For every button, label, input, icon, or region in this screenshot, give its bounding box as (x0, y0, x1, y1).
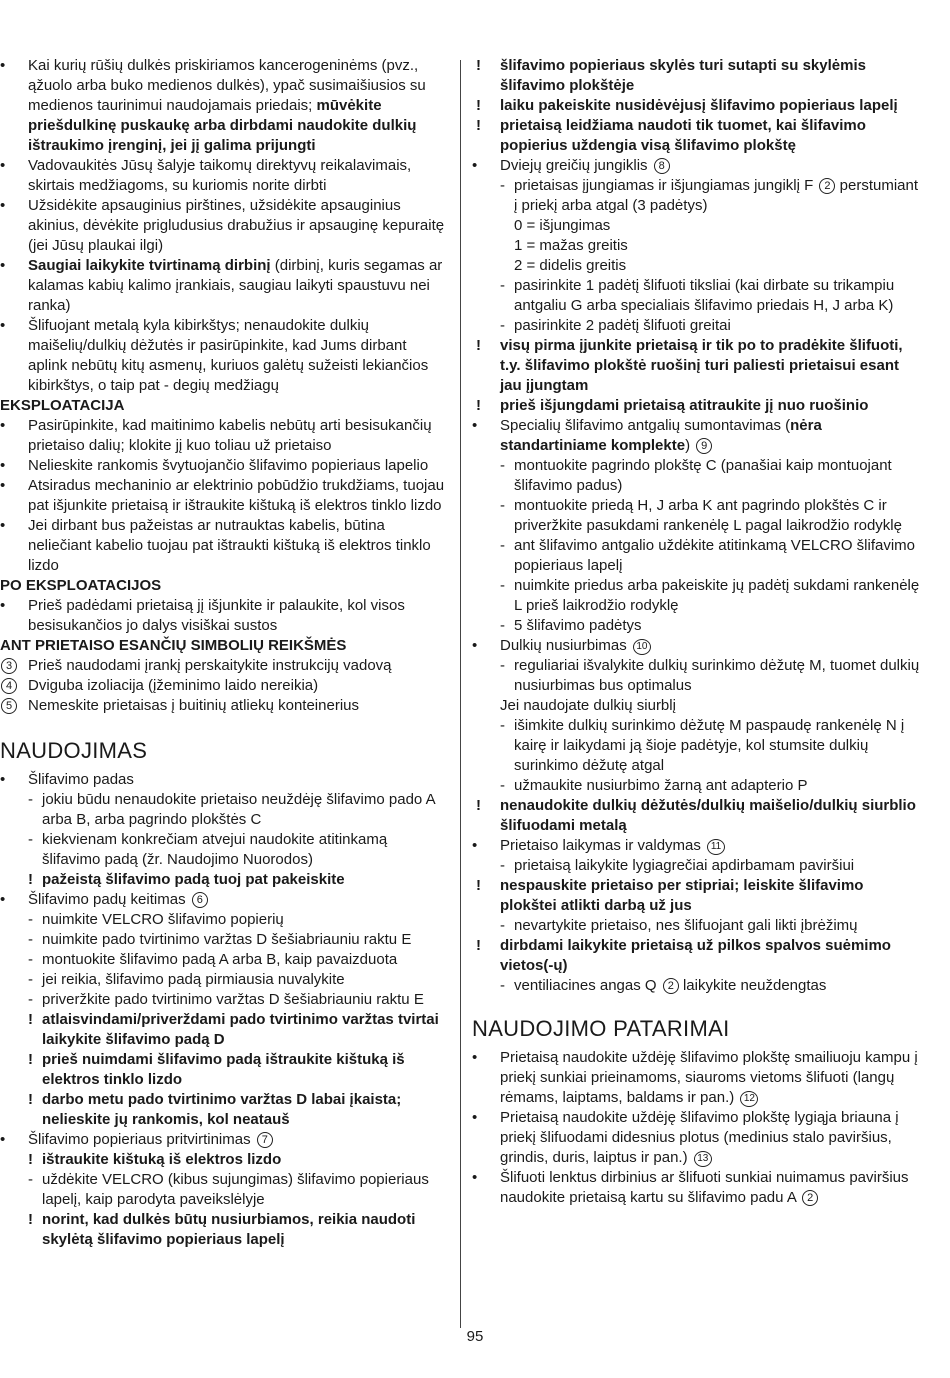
speed-switch-warning-2: ! prieš išjungdami prietaisą atitraukite jį nuo ruošinio (472, 396, 924, 416)
callout-7-icon: 7 (257, 1132, 273, 1148)
attachments-step-5: - 5 šlifavimo padėtys (472, 616, 924, 636)
safety-item-dust: • Kai kurių rūšių dulkės priskiriamos kancerogeninėms (pvz., ąžuolo arba buko medienos dulkės), ypač susimaišiusios su medienos taurinimui naudojamais priedais; mūvėkite priešdulkinę puskaukę arba dirbdami naudokite dulkių ištraukimo įrenginį, jei jį galima prijungti (0, 56, 446, 156)
dust-vacuum-note: Jei naudojate dulkių siurblį (500, 697, 676, 714)
speed-switch-step-3: - pasirinkite 2 padėtį šlifuoti greitai (472, 316, 924, 336)
heading-naudojimas: NAUDOJIMAS (0, 738, 148, 763)
usage-item-pad: • Šlifavimo padas (0, 770, 446, 790)
callout-6-icon: 6 (192, 892, 208, 908)
speed-setting-2: 2 = didelis greitis (514, 257, 627, 274)
column-divider (460, 60, 461, 1328)
callout-4-icon: 4 (1, 678, 17, 694)
handling-step-1: - prietaisą laikykite lygiagrečiai apdirbamam paviršiui (472, 856, 924, 876)
paper-warning-holes: ! šlifavimo popieriaus skylės turi sutapti su skylėmis šlifavimo plokštėje (472, 56, 924, 96)
attachments-step-4: - nuimkite priedus arba pakeiskite jų padėtį sukdami rankenėlę L prieš laikrodžio rodyklę (472, 576, 924, 616)
after-use-item: • Prieš padėdami prietaisą jį išjunkite ir palaukite, kol visos besisukančios jo dalys visiškai sustos (0, 596, 446, 636)
operation-item-malfunction: • Atsiradus mechaninio ar elektrinio pobūdžio trukdžiams, tuojau pat išjunkite prietaisą ir ištraukite kištuką iš elektros tinklo lizdo (0, 476, 446, 516)
tip-item-1: • Prietaisą naudokite uždėję šlifavimo plokštę smailiuoju kampu į priekį sunkiai prieinamoms, siauroms vietoms šlifuoti (langų rėmams, laiptams, baldams ir pan.) 12 (472, 1048, 924, 1108)
usage-pad-step-1: - jokiu būdu nenaudokite prietaiso neuždėję šlifavimo pado A arba B, arba pagrindo plokštės C (0, 790, 446, 830)
pad-change-step-2: - nuimkite pado tvirtinimo varžtas D šešiabriauniu raktu E (0, 930, 446, 950)
callout-8-icon: 8 (654, 158, 670, 174)
dust-step-1: - reguliariai išvalykite dulkių surinkimo dėžutę M, tuomet dulkių nusiurbimas bus optimalus (472, 656, 924, 696)
usage-pad-warning: ! pažeistą šlifavimo padą tuoj pat pakeiskite (0, 870, 446, 890)
callout-10-icon: 10 (633, 639, 651, 655)
callout-5-icon: 5 (1, 698, 17, 714)
symbol-item-3: 3 Prieš naudodami įrankį perskaitykite instrukcijų vadovą (0, 656, 446, 676)
safety-item-directives: • Vadovaukitės Jūsų šalyje taikomų direktyvų reikalavimais, skirtais medžiagoms, su kuriomis norite dirbti (0, 156, 446, 196)
handling-warning-1: ! nespauskite prietaiso per stipriai; leiskite šlifavimo plokštei atlikti darbą už jus (472, 876, 924, 916)
handling-warning-2: ! dirbdami laikykite prietaisą už pilkos spalvos suėmimo vietos(-ų) (472, 936, 924, 976)
callout-2-icon: 2 (802, 1190, 818, 1206)
speed-switch-step-1: - prietaisas įjungiamas ir išjungiamas jungiklį F 2 perstumiant į priekį arba atgal (3 padėtys) (472, 176, 924, 216)
page-number: 95 (466, 1328, 484, 1345)
attachments-step-3: - ant šlifavimo antgalio uždėkite atitinkamą VELCRO šlifavimo popieriaus lapelį (472, 536, 924, 576)
usage-item-handling: • Prietaiso laikymas ir valdymas 11 (472, 836, 924, 856)
speed-switch-step-2: - pasirinkite 1 padėtį šlifuoti tiksliai (kai dirbate su trikampiu antgaliu G arba specialiais šlifavimo priedais H, J arba K) (472, 276, 924, 316)
pad-change-warning-2: ! prieš nuimdami šlifavimo padą ištraukite kištuką iš elektros tinklo lizdo (0, 1050, 446, 1090)
callout-2-icon: 2 (663, 978, 679, 994)
speed-switch-warning-1: ! visų pirma įjunkite prietaisą ir tik po to pradėkite šlifuoti, t.y. šlifavimo plokštė ruošinį turi paliesti prietaisui esant jau įjungtam (472, 336, 924, 396)
usage-item-special-attachments: • Specialių šlifavimo antgalių sumontavimas (nėra standartiniame komplekte) 9 (472, 416, 924, 456)
safety-item-protective-gear: • Užsidėkite apsauginius pirštines, užsidėkite apsauginius akinius, dėvėkite prigludusius drabužius ir apsauginę kepuraitę (jei Jūsų plaukai ilgi) (0, 196, 446, 256)
dust-warning: ! nenaudokite dulkių dėžutės/dulkių maišelio/dulkių siurblio šlifuodami metalą (472, 796, 924, 836)
pad-change-step-3: - montuokite šlifavimo padą A arba B, kaip pavaizduota (0, 950, 446, 970)
safety-item-workpiece: • Saugiai laikykite tvirtinamą dirbinį (dirbinį, kuris segamas ar kalamas kabių kalimo įrankiais, saugiau laikyti spaustuvu nei ranka) (0, 256, 446, 316)
pad-change-warning-3: ! darbo metu pado tvirtinimo varžtas D labai įkaista; nelieskite jų rankomis, kol neatauš (0, 1090, 446, 1130)
heading-symbols: ANT PRIETAISO ESANČIŲ SIMBOLIŲ REIKŠMĖS (0, 637, 347, 654)
paper-warning-cover: ! prietaisą leidžiama naudoti tik tuomet, kai šlifavimo popierius uždengia visą šlifavimo plokštę (472, 116, 924, 156)
handling-step-3: - ventiliacines angas Q 2 laikykite neuždengtas (472, 976, 924, 996)
usage-item-paper-attach: • Šlifavimo popieriaus pritvirtinimas 7 (0, 1130, 446, 1150)
operation-item-cable: • Pasirūpinkite, kad maitinimo kabelis nebūtų arti besisukančių prietaiso dalių; klokite jį kuo toliau už prietaiso (0, 416, 446, 456)
paper-attach-warning-2: ! norint, kad dulkės būtų nusiurbiamos, reikia naudoti skylėtą šlifavimo popieriaus lapelį (0, 1210, 446, 1250)
usage-pad-step-2: - kiekvienam konkrečiam atvejui naudokite atitinkamą šlifavimo padą (žr. Naudojimo Nuorodos) (0, 830, 446, 870)
speed-setting-0: 0 = išjungimas (514, 217, 611, 234)
operation-item-paper: • Nelieskite rankomis švytuojančio šlifavimo popieriaus lapelio (0, 456, 446, 476)
attachments-step-2: - montuokite priedą H, J arba K ant pagrindo plokštės C ir priveržkite pasukdami rankenėlę L pagal laikrodžio rodyklę (472, 496, 924, 536)
safety-item-sparks: • Šlifuojant metalą kyla kibirkštys; nenaudokite dulkių maišelių/dulkių dėžutės ir pasirūpinkite, kad Jums dirbant aplink nebūtų kitų asmenų, kuriuos galėtų sužeisti lekiančios kibirkštys, o taip pat - degių medžiagų (0, 316, 446, 396)
attachments-step-1: - montuokite pagrindo plokštę C (panašiai kaip montuojant šlifavimo padus) (472, 456, 924, 496)
callout-12-icon: 12 (740, 1091, 758, 1107)
handling-step-2: - nevartykite prietaiso, nes šlifuojant gali likti įbrėžimų (472, 916, 924, 936)
callout-3-icon: 3 (1, 658, 17, 674)
pad-change-step-4: - jei reikia, šlifavimo padą pirmiausia nuvalykite (0, 970, 446, 990)
usage-item-pad-change: • Šlifavimo padų keitimas 6 (0, 890, 446, 910)
callout-13-icon: 13 (694, 1151, 712, 1167)
tip-item-3: • Šlifuoti lenktus dirbinius ar šlifuoti sunkiai nuimamus paviršius naudokite prietaisą kartu su šlifavimo padu A 2 (472, 1168, 924, 1208)
dust-step-3: - užmaukite nusiurbimo žarną ant adapterio P (472, 776, 924, 796)
usage-item-dust-extraction: • Dulkių nusiurbimas 10 (472, 636, 924, 656)
callout-9-icon: 9 (696, 438, 712, 454)
heading-eksploatacija: EKSPLOATACIJA (0, 397, 125, 414)
right-column (472, 56, 924, 1208)
symbol-item-4: 4 Dviguba izoliacija (įžeminimo laido nereikia) (0, 676, 446, 696)
callout-11-icon: 11 (707, 839, 725, 855)
heading-po-eksploatacijos: PO EKSPLOATACIJOS (0, 577, 162, 594)
heading-naudojimo-patarimai: NAUDOJIMO PATARIMAI (472, 1016, 730, 1041)
pad-change-step-1: - nuimkite VELCRO šlifavimo popierių (0, 910, 446, 930)
callout-2-icon: 2 (819, 178, 835, 194)
tip-item-2: • Prietaisą naudokite uždėję šlifavimo plokštę lygiąja briauna į priekį šlifuodami didesnius plotus (medinius stalo paviršius, grindis, duris, laiptus ir pan.) 13 (472, 1108, 924, 1168)
speed-setting-1: 1 = mažas greitis (514, 237, 628, 254)
pad-change-warning-1: ! atlaisvindami/priverždami pado tvirtinimo varžtas tvirtai laikykite šlifavimo padą D (0, 1010, 446, 1050)
left-column (0, 56, 446, 1250)
paper-attach-warning-1: ! ištraukite kištuką iš elektros lizdo (0, 1150, 446, 1170)
symbol-item-5: 5 Nemeskite prietaisas į buitinių atliekų konteinerius (0, 696, 446, 716)
operation-item-damaged-cable: • Jei dirbant bus pažeistas ar nutrauktas kabelis, būtina neliečiant kabelio tuojau pat ištraukti kištuką iš elektros tinklo lizdo (0, 516, 446, 576)
paper-warning-replace: ! laiku pakeiskite nusidėvėjusį šlifavimo popieriaus lapelį (472, 96, 924, 116)
usage-item-speed-switch: • Dviejų greičių jungiklis 8 (472, 156, 924, 176)
pad-change-step-5: - priveržkite pado tvirtinimo varžtas D šešiabriauniu raktu E (0, 990, 446, 1010)
paper-attach-step-1: - uždėkite VELCRO (kibus sujungimas) šlifavimo popieriaus lapelį, kaip parodyta paveikslėlyje (0, 1170, 446, 1210)
dust-step-2: - išimkite dulkių surinkimo dėžutę M paspaudę rankenėlę N į kairę ir laikydami ją šioje padėtyje, kol stumsite dulkių surinkimo dėžutę atgal (472, 716, 924, 776)
